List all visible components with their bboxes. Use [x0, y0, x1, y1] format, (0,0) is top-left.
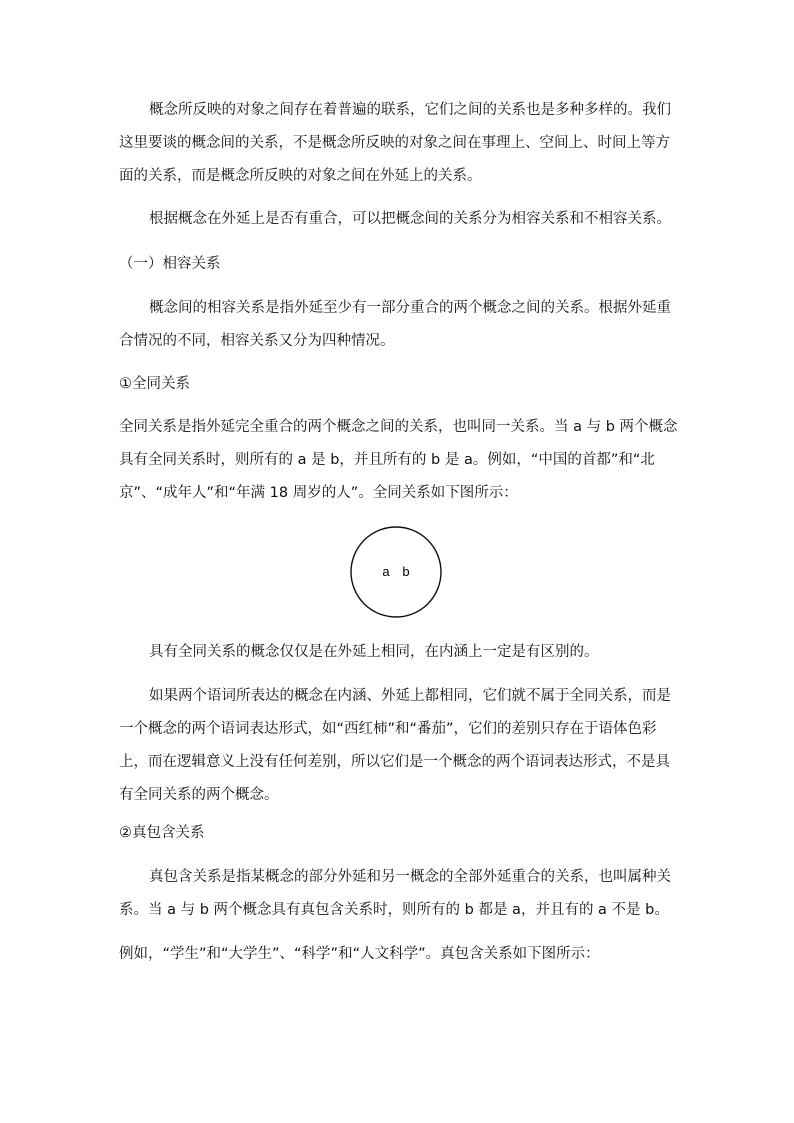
identity-relation-diagram: [349, 525, 443, 619]
paragraph-identity-note: 具有全同关系的概念仅仅是在外延上相同，在内涵上一定是有区别的。: [149, 644, 599, 660]
paragraph-classification: 根据概念在外延上是否有重合，可以把概念间的关系分为相容关系和不相容关系。: [149, 211, 671, 227]
paragraph-identity-definition: 全同关系是指外延完全重合的两个概念之间的关系，也叫同一关系。当 a 与 b 两个概念具有全同关系时，则所有的 a 是 b，并且所有的 b 是 a。例如，“中国的首都”和“北京”、“成年人”和“年满 18 周岁的人”。全同关系如下图所示：: [119, 419, 678, 501]
paragraph-inclusion-definition: 真包含关系是指某概念的部分外延和另一概念的全部外延重合的关系，也叫属种关系。当 a 与 b 两个概念具有真包含关系时，则所有的 b 都是 a，并且有的 a 不是 b。: [119, 869, 671, 918]
diagram-label-b: b: [402, 564, 410, 579]
paragraph-compatible-definition: 概念间的相容关系是指外延至少有一部分重合的两个概念之间的关系。根据外延重合情况的不同，相容关系又分为四种情况。: [119, 300, 671, 349]
heading-compatible-relation: （一）相容关系: [119, 256, 221, 272]
heading-inclusion-relation: ②真包含关系: [119, 825, 205, 841]
paragraph-intro: 概念所反映的对象之间存在着普遍的联系，它们之间的关系也是多种多样的。我们这里要谈的概念间的关系，不是概念所反映的对象之间在事理上、空间上、时间上等方面的关系，而是概念所反映的对象之间在外延上的关系。: [119, 102, 671, 184]
paragraph-inclusion-example: 例如，“学生”和“大学生”、“科学”和“人文科学”。真包含关系如下图所示：: [119, 946, 600, 962]
identity-circle: [351, 527, 441, 617]
paragraph-synonym-note: 如果两个语词所表达的概念在内涵、外延上都相同，它们就不属于全同关系，而是一个概念的两个语词表达形式，如“西红柿”和“番茄”，它们的差别只存在于语体色彩上，而在逻辑意义上没有任何差别，所以它们是一个概念的两个语词表达形式，不是具有全同关系的两个概念。: [119, 688, 671, 803]
heading-identity-relation: ①全同关系: [119, 376, 190, 392]
identity-circle-svg: [349, 525, 443, 619]
diagram-label-a: a: [382, 564, 390, 579]
